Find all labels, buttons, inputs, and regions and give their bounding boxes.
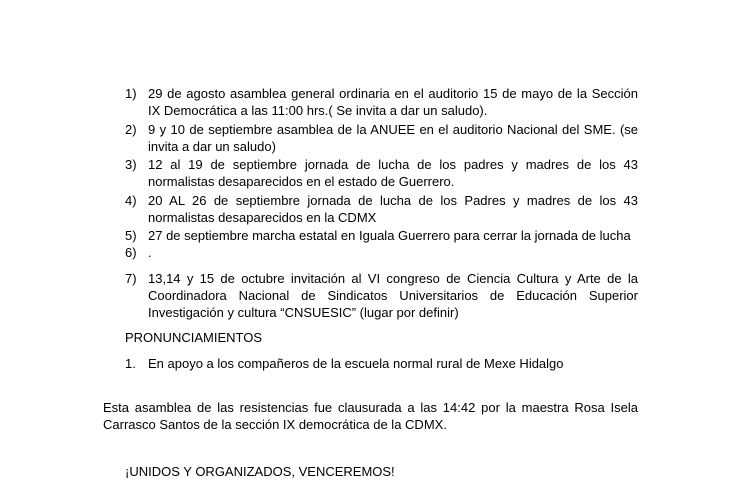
item-line: Investigación y cultura “CNSUESIC” (lugar por definir) [148, 305, 459, 320]
item-number: 7) [125, 271, 137, 286]
item-line: 27 de septiembre marcha estatal en Iguala Guerrero para cerrar la jornada de lucha [148, 228, 631, 243]
item-number: 1. [125, 356, 136, 371]
item-number: 2) [125, 122, 137, 137]
item-number: 3) [125, 157, 137, 172]
paragraph-line: Carrasco Santos de la sección IX democrática de la CDMX. [103, 417, 447, 432]
item-line: Coordinadora Nacional de Sindicatos Universitarios de Educación Superior [148, 288, 638, 303]
slogan: ¡UNIDOS Y ORGANIZADOS, VENCEREMOS! [125, 464, 395, 479]
paragraph-line: Esta asamblea de las resistencias fue clausurada a las 14:42 por la maestra Rosa Isela [103, 400, 638, 415]
item-line: 20 AL 26 de septiembre jornada de lucha de los Padres y madres de los 43 [148, 193, 638, 208]
item-line: 12 al 19 de septiembre jornada de lucha de los padres y madres de los 43 [148, 157, 638, 172]
item-number: 4) [125, 193, 137, 208]
item-number: 5) [125, 228, 137, 243]
item-number: 6) [125, 245, 137, 260]
item-number: 1) [125, 86, 137, 101]
item-line: En apoyo a los compañeros de la escuela normal rural de Mexe Hidalgo [148, 356, 564, 371]
section-heading: PRONUNCIAMIENTOS [125, 330, 262, 345]
item-line: . [148, 245, 152, 260]
item-line: normalistas desaparecidos en el estado de Guerrero. [148, 174, 455, 189]
item-line: normalistas desaparecidos en la CDMX [148, 210, 377, 225]
item-line: 29 de agosto asamblea general ordinaria en el auditorio 15 de mayo de la Sección [148, 86, 638, 101]
item-line: invita a dar un saludo) [148, 139, 276, 154]
item-line: 9 y 10 de septiembre asamblea de la ANUEE en el auditorio Nacional del SME. (se [148, 122, 638, 137]
item-line: IX Democrática a las 11:00 hrs.( Se invita a dar un saludo). [148, 103, 488, 118]
item-line: 13,14 y 15 de octubre invitación al VI congreso de Ciencia Cultura y Arte de la [148, 271, 638, 286]
